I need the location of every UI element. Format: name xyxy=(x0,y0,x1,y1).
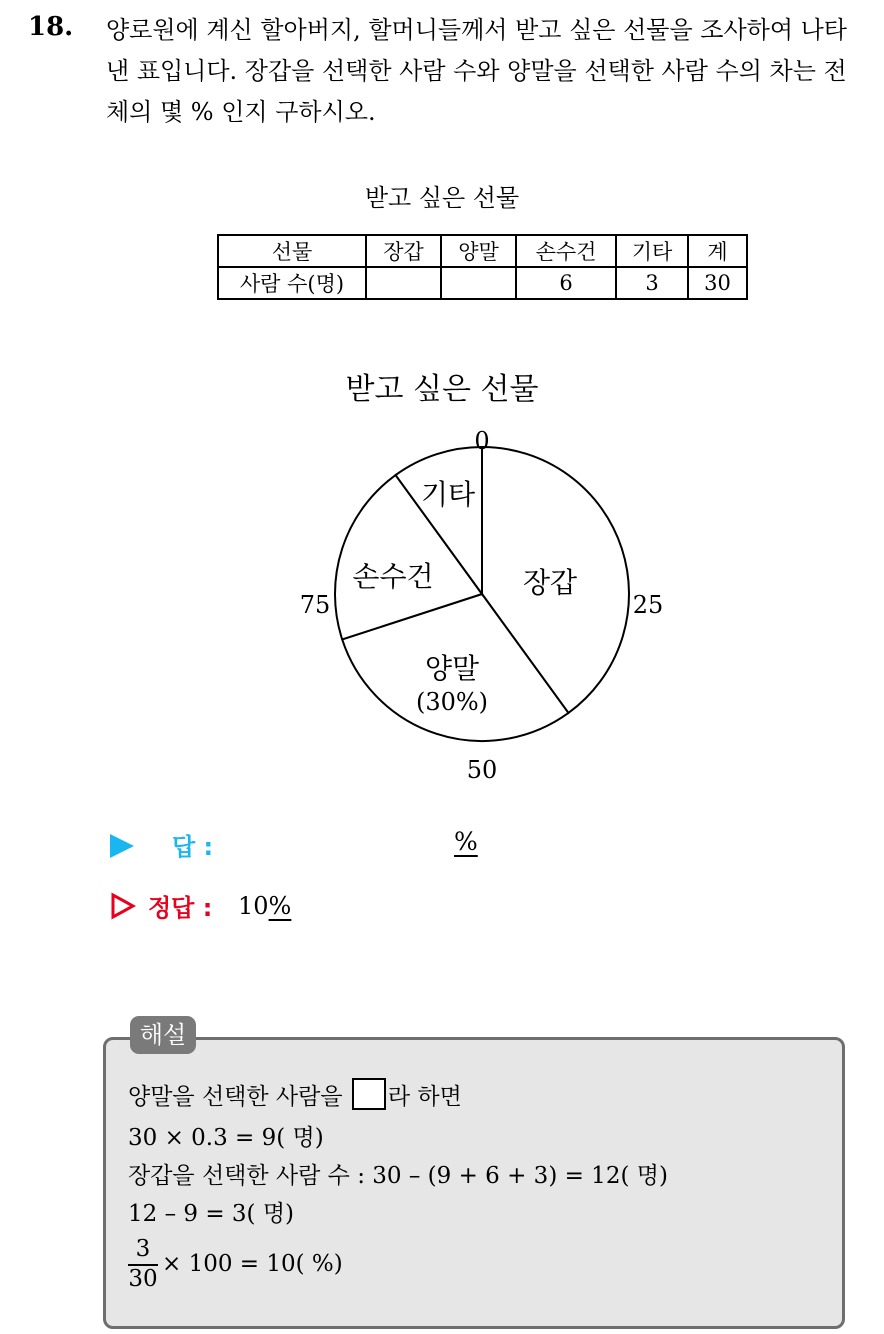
correct-answer xyxy=(238,892,291,920)
scale-label: 25 xyxy=(632,591,664,619)
question-text: 양로원에 계신 할아버지, 할머니들께서 받고 싶은 선물을 조사하여 나타낸 표입니다. 장갑을 선택한 사람 수와 양말을 선택한 사람 수의 차는 전체의 몇 % 인지 구하시오. xyxy=(106,16,847,126)
correct-unit: % xyxy=(268,892,292,920)
table-cell: 사람 수(명) xyxy=(218,267,366,299)
slice-label-gloves: 장갑 xyxy=(522,566,578,599)
scale-label: 75 xyxy=(299,591,331,619)
table-cell: 양말 xyxy=(441,235,516,267)
fraction xyxy=(128,1236,158,1292)
blank-box xyxy=(352,1078,386,1110)
slice-label-other: 기타 xyxy=(420,478,476,511)
correct-value: 10 xyxy=(238,892,269,920)
table-cell: 계 xyxy=(688,235,747,267)
fraction-numerator: 3 xyxy=(128,1236,158,1266)
play-triangle-icon xyxy=(110,834,134,858)
fraction-denominator: 30 xyxy=(128,1266,158,1292)
explanation-line: 30 × 0.3 = 9( 명) xyxy=(128,1125,324,1151)
scale-label: 50 xyxy=(466,756,498,784)
correct-label: 정답 : xyxy=(148,894,213,922)
table-cell: 6 xyxy=(516,267,616,299)
scale-label: 0 xyxy=(474,427,490,455)
correct-row xyxy=(110,888,510,928)
explanation-line: × 100 = 10( %) xyxy=(162,1251,343,1277)
answer-unit: % xyxy=(454,827,478,856)
explanation-line: 장갑을 선택한 사람 수 : 30 – (9 + 6 + 3) = 12( 명) xyxy=(128,1163,668,1189)
slice-sublabel: (30%) xyxy=(415,688,489,716)
answer-label: 답 : xyxy=(172,833,214,861)
outline-triangle-icon xyxy=(110,892,136,920)
explanation-text: 양말을 선택한 사람을 xyxy=(128,1084,343,1110)
explanation-tab: 해설 xyxy=(130,1016,196,1054)
answer-row xyxy=(110,825,610,865)
explanation-text: 라 하면 xyxy=(387,1084,462,1110)
slice-label-socks: 양말 xyxy=(424,652,480,685)
table-cell: 30 xyxy=(688,267,747,299)
table-cell: 장갑 xyxy=(366,235,441,267)
explanation-line: 12 – 9 = 3( 명) xyxy=(128,1201,295,1227)
question-number: 18. xyxy=(28,12,74,42)
pie-title: 받고 싶은 선물 xyxy=(345,372,539,407)
table-cell: 손수건 xyxy=(516,235,616,267)
table-title: 받고 싶은 선물 xyxy=(364,184,520,212)
explanation-line xyxy=(128,1078,462,1111)
table-cell: 선물 xyxy=(218,235,366,267)
table-cell: 기타 xyxy=(616,235,688,267)
slice-label-handkerchief: 손수건 xyxy=(352,560,434,593)
table-cell: 3 xyxy=(616,267,688,299)
